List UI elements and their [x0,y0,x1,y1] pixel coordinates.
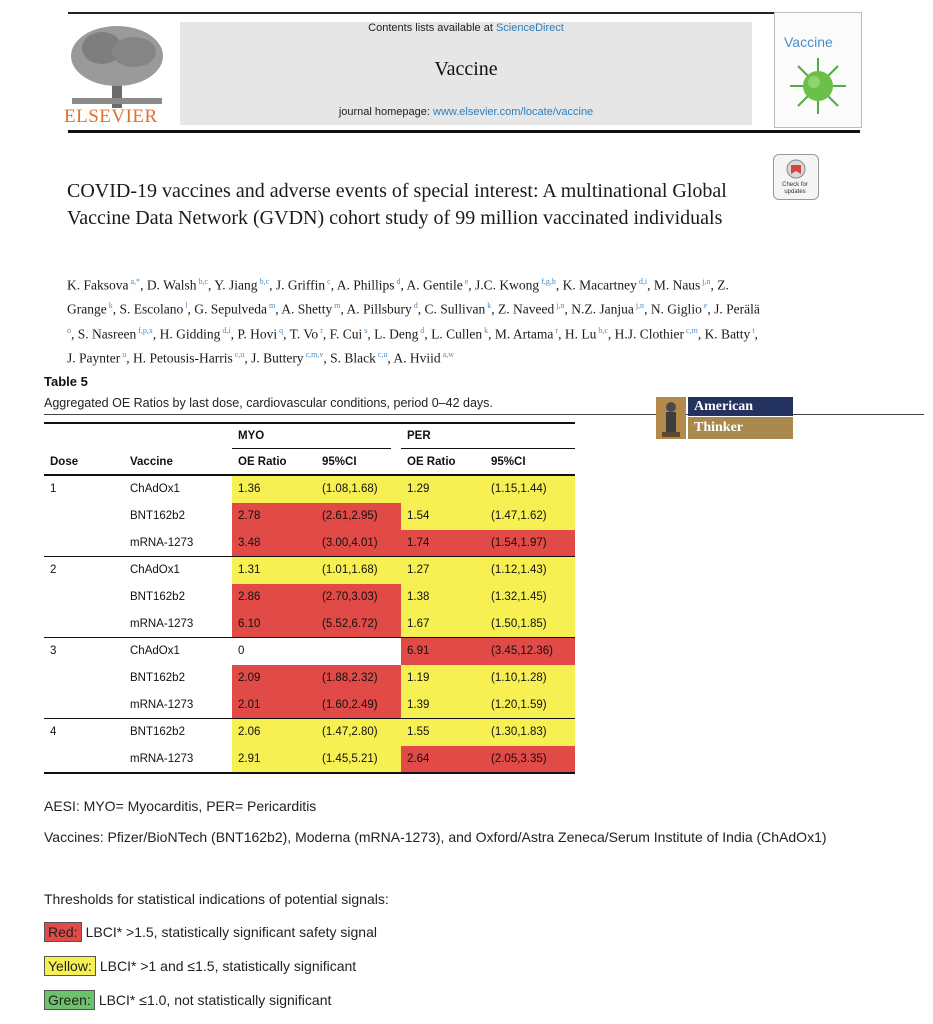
author-name[interactable]: N.Z. Janjua [571,301,634,316]
author-name[interactable]: J. Buttery [251,350,304,365]
check-updates-icon [774,155,818,185]
author-name[interactable]: A. Shetty [281,301,333,316]
author-affiliation[interactable]: d [411,300,418,310]
author-affiliation[interactable]: u [120,349,127,359]
author-affiliation[interactable]: d,i [220,326,231,335]
myo-oe-cell: 2.01 [232,692,316,719]
per-ci-cell: (1.12,1.43) [485,557,575,584]
dose-cell [44,746,124,773]
myo-ci-cell: (5.52,6.72) [316,611,401,638]
author-affiliation[interactable]: f,p,x [136,326,153,335]
author-name[interactable]: K. Batty [704,326,751,342]
author-affiliation[interactable]: m [332,300,341,310]
author-affiliation[interactable]: c,m,v [303,349,324,359]
author-name[interactable]: A. Gentile [406,277,463,293]
author-affiliation[interactable]: d,i [636,277,648,286]
myo-ci-cell: (1.45,5.21) [316,746,401,773]
author-name[interactable]: H.J. Clothier [614,326,685,342]
group-header-myo: MYO [238,430,265,442]
watermark-line2: Thinker [688,417,793,439]
aesi-note: AESI: MYO= Myocarditis, PER= Pericarditis [44,798,317,814]
author-name[interactable]: J. Paynter [67,350,121,365]
vaccine-cell: ChAdOx1 [130,564,180,576]
author-name[interactable]: P. Hovi [237,326,278,342]
author-name[interactable]: J. Perälä [714,301,760,316]
author-affiliation[interactable]: r [318,326,323,335]
author-name[interactable]: A. Phillips [336,277,395,293]
myo-oe-cell: 3.48 [232,530,316,557]
contents-prefix: Contents lists available at [368,22,496,34]
myo-oe-cell: 6.10 [232,611,316,638]
per-oe-cell: 1.67 [401,611,485,638]
author-affiliation[interactable]: l [183,300,188,310]
per-oe-cell: 1.29 [401,476,485,503]
author-affiliation[interactable]: d [394,277,401,286]
contents-line [180,22,752,34]
check-updates-label: Check for updates [782,182,808,195]
vaccine-cell: BNT162b2 [130,510,185,522]
per-ci-cell: (1.30,1.83) [485,719,575,746]
author-affiliation[interactable]: d [418,326,425,335]
homepage-line [180,106,752,118]
dose-cell [44,611,124,638]
author-affiliation[interactable]: a,* [128,277,141,286]
dose-cell: 2 [50,564,57,576]
per-ci-cell: (1.50,1.85) [485,611,575,638]
table-label: Table 5 [44,374,88,389]
dose-cell [44,692,124,719]
sciencedirect-link[interactable]: ScienceDirect [495,22,564,34]
vaccine-cell: mRNA-1273 [130,699,194,711]
author-affiliation[interactable]: k [485,300,492,310]
cover-title: Vaccine [784,34,833,50]
author-name[interactable]: L. Deng [374,326,419,342]
legend-text: LBCI* >1 and ≤1.5, statistically significant [99,958,357,974]
author-name[interactable]: Z. Grange [67,277,729,316]
publisher-name: ELSEVIER [64,106,158,127]
myo-oe-cell: 0 [238,645,245,657]
journal-title: Vaccine [434,58,498,80]
author-affiliation[interactable]: e [701,300,708,310]
author-affiliation[interactable]: e [462,277,469,286]
author-name[interactable]: C. Sullivan [424,301,486,316]
group-header-per: PER [407,430,431,442]
vaccine-cell: ChAdOx1 [130,483,180,495]
thresholds-title: Thresholds for statistical indications of potential signals: [44,891,389,907]
author-affiliation[interactable]: m [266,300,276,310]
author-affiliation[interactable]: b,c [596,326,608,335]
legend-item [44,990,331,1010]
author-affiliation[interactable]: b,c [196,277,209,286]
header-bottom-rule [68,130,860,133]
author-name[interactable]: K. Macartney [562,277,637,293]
author-name[interactable]: Z. Naveed [498,301,555,316]
author-name[interactable]: D. Walsh [146,277,197,293]
dose-cell [44,665,124,692]
author-affiliation[interactable]: s [362,326,368,335]
vaccines-note: Vaccines: Pfizer/BioNTech (BNT162b2), Moderna (mRNA-1273), and Oxford/Astra Zeneca/Serum Institute of India (ChAdOx1) [44,829,827,845]
per-oe-cell: 1.54 [401,503,485,530]
table-caption: Aggregated OE Ratios by last dose, cardiovascular conditions, period 0–42 days. [44,396,493,410]
per-ci-cell: (1.10,1.28) [485,665,575,692]
column-header: OE Ratio [407,456,456,468]
column-header: Dose [50,456,79,468]
author-affiliation[interactable]: c [325,277,331,286]
column-header: OE Ratio [238,456,287,468]
author-name[interactable]: H. Petousis-Harris [133,350,233,365]
author-name[interactable]: H. Gidding [159,326,221,342]
myo-ci-cell: (1.01,1.68) [316,557,401,584]
dose-cell: 1 [50,483,57,495]
author-name[interactable]: J.C. Kwong [475,277,540,293]
per-ci-cell: (1.32,1.45) [485,584,575,611]
vaccine-cell: ChAdOx1 [130,645,180,657]
header-top-rule [68,12,860,14]
author-affiliation[interactable]: o [67,326,71,335]
legend-swatch: Yellow: [44,956,96,976]
author-affiliation[interactable]: k [106,300,113,310]
myo-oe-cell: 2.78 [232,503,316,530]
per-ci-cell: (1.47,1.62) [485,503,575,530]
author-affiliation[interactable]: j,n [554,300,565,310]
author-affiliation[interactable]: r [553,326,559,335]
vaccine-cell: BNT162b2 [130,726,185,738]
author-name[interactable]: S. Black [330,350,376,365]
myo-oe-cell: 1.31 [232,557,316,584]
author-name[interactable]: S. Nasreen [77,326,137,342]
author-name[interactable]: M. Artama [494,326,554,342]
myo-ci-cell: (1.88,2.32) [316,665,401,692]
author-affiliation[interactable]: k [482,326,489,335]
vaccine-cell: BNT162b2 [130,672,185,684]
author-affiliation[interactable]: j,n [700,277,711,286]
per-oe-cell: 6.91 [401,638,485,665]
per-ci-cell: (3.45,12.36) [485,638,575,665]
author-name[interactable]: K. Faksova [67,277,129,293]
author-name[interactable]: A. Hviid [393,350,441,365]
myo-oe-cell: 2.91 [232,746,316,773]
column-header: 95%CI [322,456,357,468]
author-affiliation[interactable]: c,u [375,349,388,359]
dose-cell [44,503,124,530]
paper-title: COVID-19 vaccines and adverse events of special interest: A multinational Global Vaccine Data Network (GVDN) cohort study of 99 million vaccinated individuals [67,180,727,229]
watermark-line1: American [688,397,793,416]
myo-oe-cell: 2.06 [232,719,316,746]
legend-text: LBCI* >1.5, statistically significant safety signal [85,924,377,940]
watermark-statue-image [656,397,686,439]
author-name[interactable]: H. Lu [564,326,597,342]
legend-item [44,956,356,976]
per-ci-cell: (1.15,1.44) [485,476,575,503]
per-oe-cell: 1.39 [401,692,485,719]
myo-oe-cell: 2.86 [232,584,316,611]
myo-ci-cell: (2.61,2.95) [316,503,401,530]
dose-cell: 3 [50,645,57,657]
vaccine-cell: mRNA-1273 [130,753,194,765]
legend-item [44,922,377,942]
author-name[interactable]: S. Escolano [119,301,184,316]
homepage-prefix: journal homepage: [338,106,433,118]
author-affiliation[interactable]: b,c [257,277,270,286]
myo-ci-cell: (1.47,2.80) [316,719,401,746]
legend-swatch: Green: [44,990,95,1010]
author-name[interactable]: A. Pillsbury [346,301,412,316]
author-affiliation[interactable]: a,w [440,349,454,359]
per-oe-cell: 1.19 [401,665,485,692]
per-ci-cell: (1.20,1.59) [485,692,575,719]
column-header: 95%CI [491,456,526,468]
dose-cell [44,530,124,557]
myo-ci-cell [316,638,401,665]
myo-ci-cell: (3.00,4.01) [316,530,401,557]
vaccine-cell: mRNA-1273 [130,618,194,630]
myo-oe-cell: 2.09 [232,665,316,692]
author-affiliation[interactable]: q [277,326,284,335]
author-affiliation[interactable]: f,g,h [539,277,556,286]
author-affiliation[interactable]: j,n [633,300,645,310]
author-name[interactable]: Y. Jiang [214,277,258,293]
column-header: Vaccine [130,456,173,468]
vaccine-cell: BNT162b2 [130,591,185,603]
per-ci-cell: (1.54,1.97) [485,530,575,557]
dose-cell: 4 [50,726,57,738]
myo-ci-cell: (1.60,2.49) [316,692,401,719]
author-affiliation[interactable]: t [750,326,755,335]
author-name[interactable]: G. Sepulveda [194,301,267,316]
vaccine-cell: mRNA-1273 [130,537,194,549]
per-oe-cell: 1.74 [401,530,485,557]
per-oe-cell: 1.55 [401,719,485,746]
myo-ci-cell: (2.70,3.03) [316,584,401,611]
per-ci-cell: (2.05,3.35) [485,746,575,773]
myo-ci-cell: (1.08,1.68) [316,476,401,503]
author-name[interactable]: N. Giglio [650,301,702,316]
author-name[interactable]: L. Cullen [431,326,483,342]
author-affiliation[interactable]: c,m [684,326,698,335]
per-oe-cell: 2.64 [401,746,485,773]
author-list: K. Faksova $^{a,*}$, D. Walsh $^{b,c}$, Y. Jiang $^{b,c}$, J. Griffin $^c$, A. Phillips $^d$, A. Gentile $^e$, J.C. Kwong $^{f,g,h}$, K. Macartney $^{d,i}$, M. Naus $^{j,n}$, Z. Grange $^k$, S. Escolano $^l$, G. Sepulveda $^m$, A. Shetty $^m$, A. Pillsbury $^d$, C. Sullivan $^k$, Z. Naveed $^{j,n}$, N.Z. Janjua $^{j,n}$, N. Giglio $^e$, J. Perälä $^o$, S. Nasreen $^{f,p,x}$, H. Gidding $^{d,i}$, P. Hovi $^q$, T. Vo $^r$, F. Cui $^s$, L. Deng $^d$, L. Cullen $^k$, M. Artama $^r$, H. Lu $^{b,c}$, H.J. Clothier $^{c,m}$, K. Batty $^t$, J. Paynter $^u$, H. Petousis-Harris $^{c,u}$, J. Buttery $^{c,m,v}$, S. Black $^{c,u}$, A. Hviid $^{a,w}$ [67,277,760,365]
myo-oe-cell: 1.36 [232,476,316,503]
virus-illustration-icon [782,55,854,117]
legend-swatch: Red: [44,922,82,942]
per-oe-cell: 1.38 [401,584,485,611]
dose-cell [44,584,124,611]
author-name[interactable]: T. Vo [289,326,319,342]
author-name[interactable]: F. Cui [329,326,363,342]
statue-icon [656,397,686,439]
author-name[interactable]: J. Griffin [275,277,326,293]
table-rule [44,772,575,774]
author-name[interactable]: M. Naus [653,277,701,293]
author-affiliation[interactable]: c,u [232,349,245,359]
homepage-link[interactable]: www.elsevier.com/locate/vaccine [433,106,594,118]
legend-text: LBCI* ≤1.0, not statistically significant [98,992,332,1008]
per-oe-cell: 1.27 [401,557,485,584]
